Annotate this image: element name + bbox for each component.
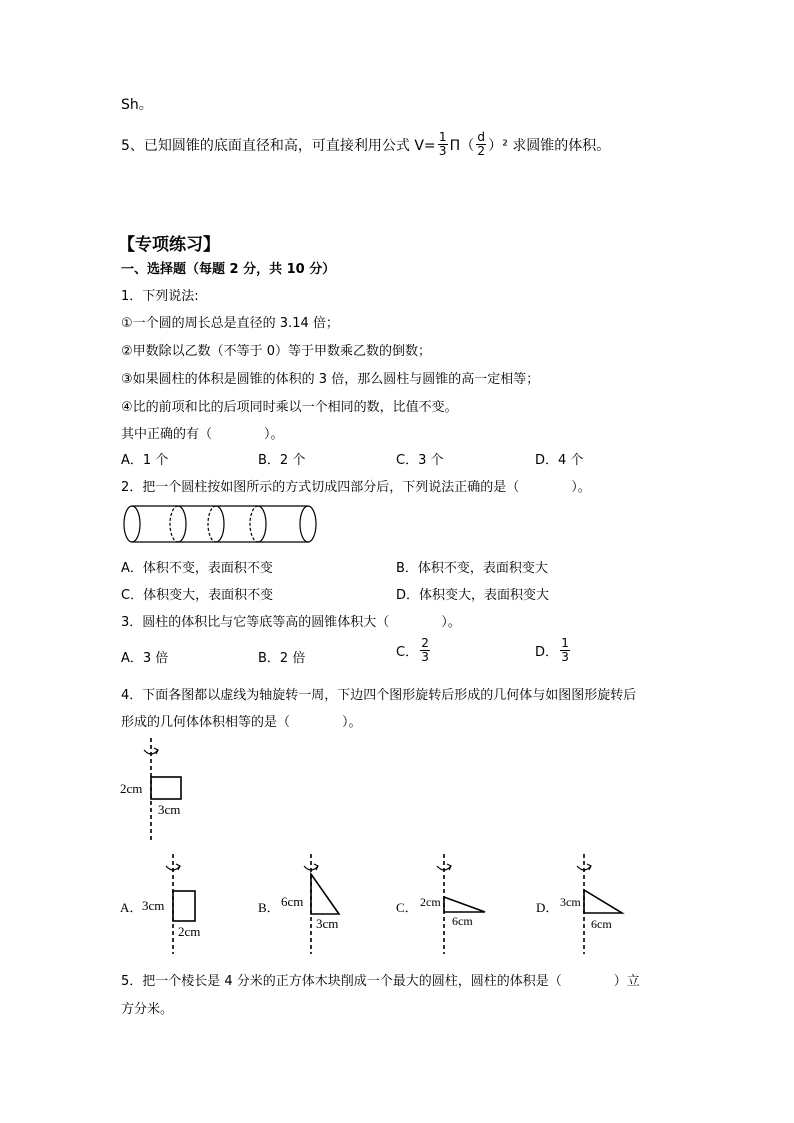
- q3-option-c[interactable]: C． $\frac{2}{3}$: [396, 636, 429, 664]
- q4-stem-line2: 形成的几何体体积相等的是（ ）。: [121, 715, 362, 730]
- q4-option-c-figure[interactable]: [394, 850, 494, 958]
- fraction-one-third: $\frac{1}{3}$: [438, 130, 447, 158]
- intro-item5-post: ）² 求圆锥的体积。: [488, 137, 611, 154]
- q1-statement-2: ②甲数除以乙数（不等于 0）等于甲数乘乙数的倒数；: [121, 344, 432, 359]
- q3-option-b[interactable]: B．2 倍: [258, 651, 306, 666]
- q1-option-b[interactable]: B．2 个: [258, 453, 306, 468]
- q5-line2: 方分米。: [121, 1002, 174, 1017]
- q4-option-a-label: A．: [120, 900, 143, 915]
- q4-option-c-bottom-label: 6cm: [452, 914, 473, 928]
- q2-option-d[interactable]: D．体积变大，表面积变大: [396, 588, 550, 603]
- section-subtitle: 一、选择题（每题 2 分，共 10 分）: [121, 262, 336, 277]
- q4-option-b-label: B．: [258, 900, 280, 915]
- fraction-d-over-2: $\frac{d}{2}$: [477, 130, 486, 158]
- fraction-one-third-option: $\frac{1}{3}$: [561, 636, 569, 664]
- q4-option-d-figure[interactable]: [534, 850, 634, 958]
- q1-option-a[interactable]: A．1 个: [121, 453, 169, 468]
- q4-main-left-label: 2cm: [120, 781, 143, 796]
- q4-option-b-figure[interactable]: [256, 850, 356, 958]
- q4-option-a-left-label: 3cm: [142, 898, 165, 913]
- q4-option-d-label: D．: [536, 900, 559, 915]
- q2-option-a[interactable]: A．体积不变，表面积不变: [121, 561, 273, 576]
- q4-option-a-bottom-label: 2cm: [178, 924, 201, 939]
- q4-option-c-label: C．: [396, 900, 418, 915]
- fraction-two-thirds: $\frac{2}{3}$: [421, 636, 429, 664]
- q3-option-a[interactable]: A．3 倍: [121, 651, 169, 666]
- q3-option-d[interactable]: D． $\frac{1}{3}$: [535, 636, 569, 664]
- q1-option-d[interactable]: D．4 个: [535, 453, 584, 468]
- cylinder-cut-figure: [118, 500, 324, 548]
- intro-item5-pre: 5、已知圆锥的底面直径和高，可直接利用公式 V=: [121, 137, 436, 154]
- q2-stem: 2．把一个圆柱按如图所示的方式切成四部分后，下列说法正确的是（ ）。: [121, 480, 591, 495]
- q4-option-a-figure[interactable]: [118, 850, 218, 958]
- pi-symbol: Π（: [449, 137, 475, 154]
- q3-stem: 3．圆柱的体积比与它等底等高的圆锥体积大（ ）。: [121, 615, 461, 630]
- q5-line1: 5．把一个棱长是 4 分米的正方体木块削成一个最大的圆柱，圆柱的体积是（ ）立: [121, 974, 640, 989]
- intro-line-sh: Sh。: [121, 97, 153, 113]
- q4-option-d-left-label: 3cm: [560, 895, 581, 909]
- q4-main-figure: [110, 736, 210, 844]
- q1-statement-4: ④比的前项和比的后项同时乘以一个相同的数，比值不变。: [121, 400, 458, 415]
- q4-option-d-bottom-label: 6cm: [591, 917, 612, 931]
- q1-statement-1: ①一个圆的周长总是直径的 3.14 倍；: [121, 316, 339, 331]
- q1-option-c[interactable]: C．3 个: [396, 453, 444, 468]
- q4-stem-line1: 4．下面各图都以虚线为轴旋转一周，下边四个图形旋转后形成的几何体与如图图形旋转后: [121, 688, 637, 703]
- q2-option-c[interactable]: C．体积变大，表面积不变: [121, 588, 274, 603]
- q2-option-b[interactable]: B．体积不变，表面积变大: [396, 561, 548, 576]
- q1-statement-3: ③如果圆柱的体积是圆锥的体积的 3 倍，那么圆柱与圆锥的高一定相等；: [121, 372, 540, 387]
- q4-main-bottom-label: 3cm: [158, 802, 181, 817]
- q4-option-b-left-label: 6cm: [281, 894, 304, 909]
- section-title: 【专项练习】: [118, 235, 220, 255]
- intro-item-5: [121, 131, 610, 158]
- q4-option-c-left-label: 2cm: [420, 895, 441, 909]
- q1-stem: 1．下列说法:: [121, 289, 199, 304]
- q4-option-b-bottom-label: 3cm: [316, 916, 339, 931]
- q1-ask: 其中正确的有（ ）。: [121, 427, 284, 442]
